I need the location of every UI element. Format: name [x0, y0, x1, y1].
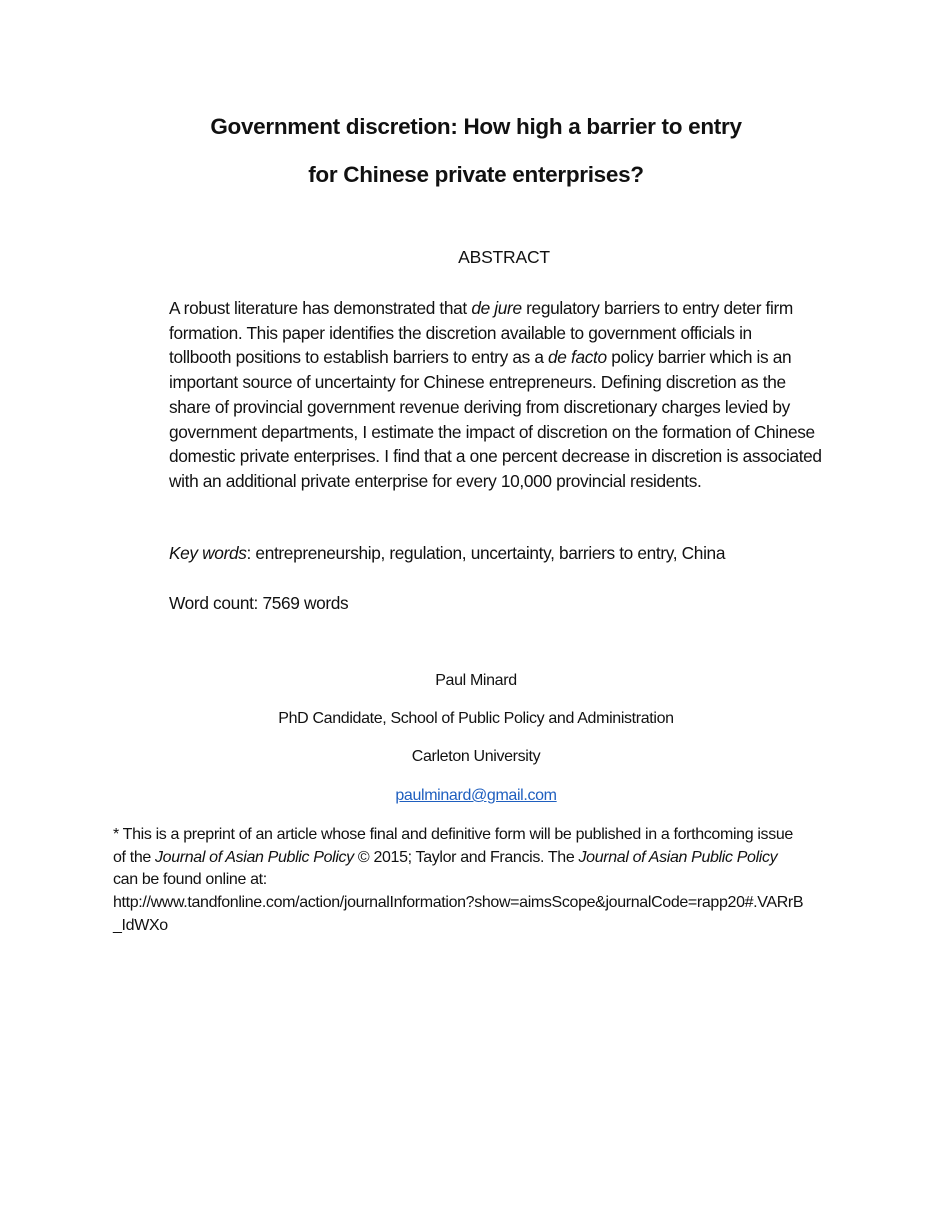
emphasis-de-jure: de jure	[471, 298, 522, 318]
abstract-line: tollbooth positions to establish barriers to entry as a de facto policy barrier which is an	[169, 347, 792, 368]
journal-url-continued: _IdWXo	[113, 916, 168, 934]
abstract-line: formation. This paper identifies the discretion available to government officials in	[169, 322, 752, 343]
journal-name: Journal of Asian Public Policy	[155, 848, 354, 866]
keywords-text: : entrepreneurship, regulation, uncertainty, barriers to entry, China	[246, 543, 726, 563]
paper-title-line-1: Government discretion: How high a barrier to entry	[210, 114, 742, 139]
abstract-body	[169, 296, 849, 494]
abstract-line: government departments, I estimate the impact of discretion on the formation of Chinese	[169, 421, 815, 442]
journal-name: Journal of Asian Public Policy	[578, 848, 778, 866]
footnote-line: * This is a preprint of an article whose final and definitive form will be published in a forthcoming issue	[113, 826, 793, 843]
keywords	[169, 543, 849, 564]
paper-title-line-2: for Chinese private enterprises?	[308, 162, 644, 187]
keywords-label: Key words	[169, 543, 247, 563]
journal-url: http://www.tandfonline.com/action/journalInformation?show=aimsScope&journalCode=rapp20#.VARrB	[113, 894, 804, 912]
abstract-line: important source of uncertainty for Chinese entrepreneurs. Defining discretion as the	[169, 372, 786, 393]
abstract-line: share of provincial government revenue deriving from discretionary charges levied by	[169, 396, 790, 417]
footnote-line: of the Journal of Asian Public Policy © 2015; Taylor and Francis. The Journal of Asian Public Policy	[113, 848, 778, 866]
footnote-line: can be found online at:	[113, 871, 267, 889]
abstract-heading: ABSTRACT	[458, 247, 550, 267]
author-university: Carleton University	[411, 748, 541, 765]
author-affiliation: PhD Candidate, School of Public Policy and Administration	[278, 710, 674, 727]
preprint-footnote	[113, 824, 843, 938]
emphasis-de-facto: de facto	[548, 347, 607, 368]
abstract-line: A robust literature has demonstrated that de jure regulatory barriers to entry deter firm	[169, 298, 793, 318]
abstract-line: with an additional private enterprise for every 10,000 provincial residents.	[169, 470, 702, 491]
author-email-link[interactable]: paulminard@gmail.com	[395, 787, 557, 804]
author-name: Paul Minard	[435, 672, 517, 689]
word-count: Word count: 7569 words	[169, 593, 349, 613]
abstract-line: domestic private enterprises. I find that a one percent decrease in discretion is associated	[169, 446, 822, 467]
